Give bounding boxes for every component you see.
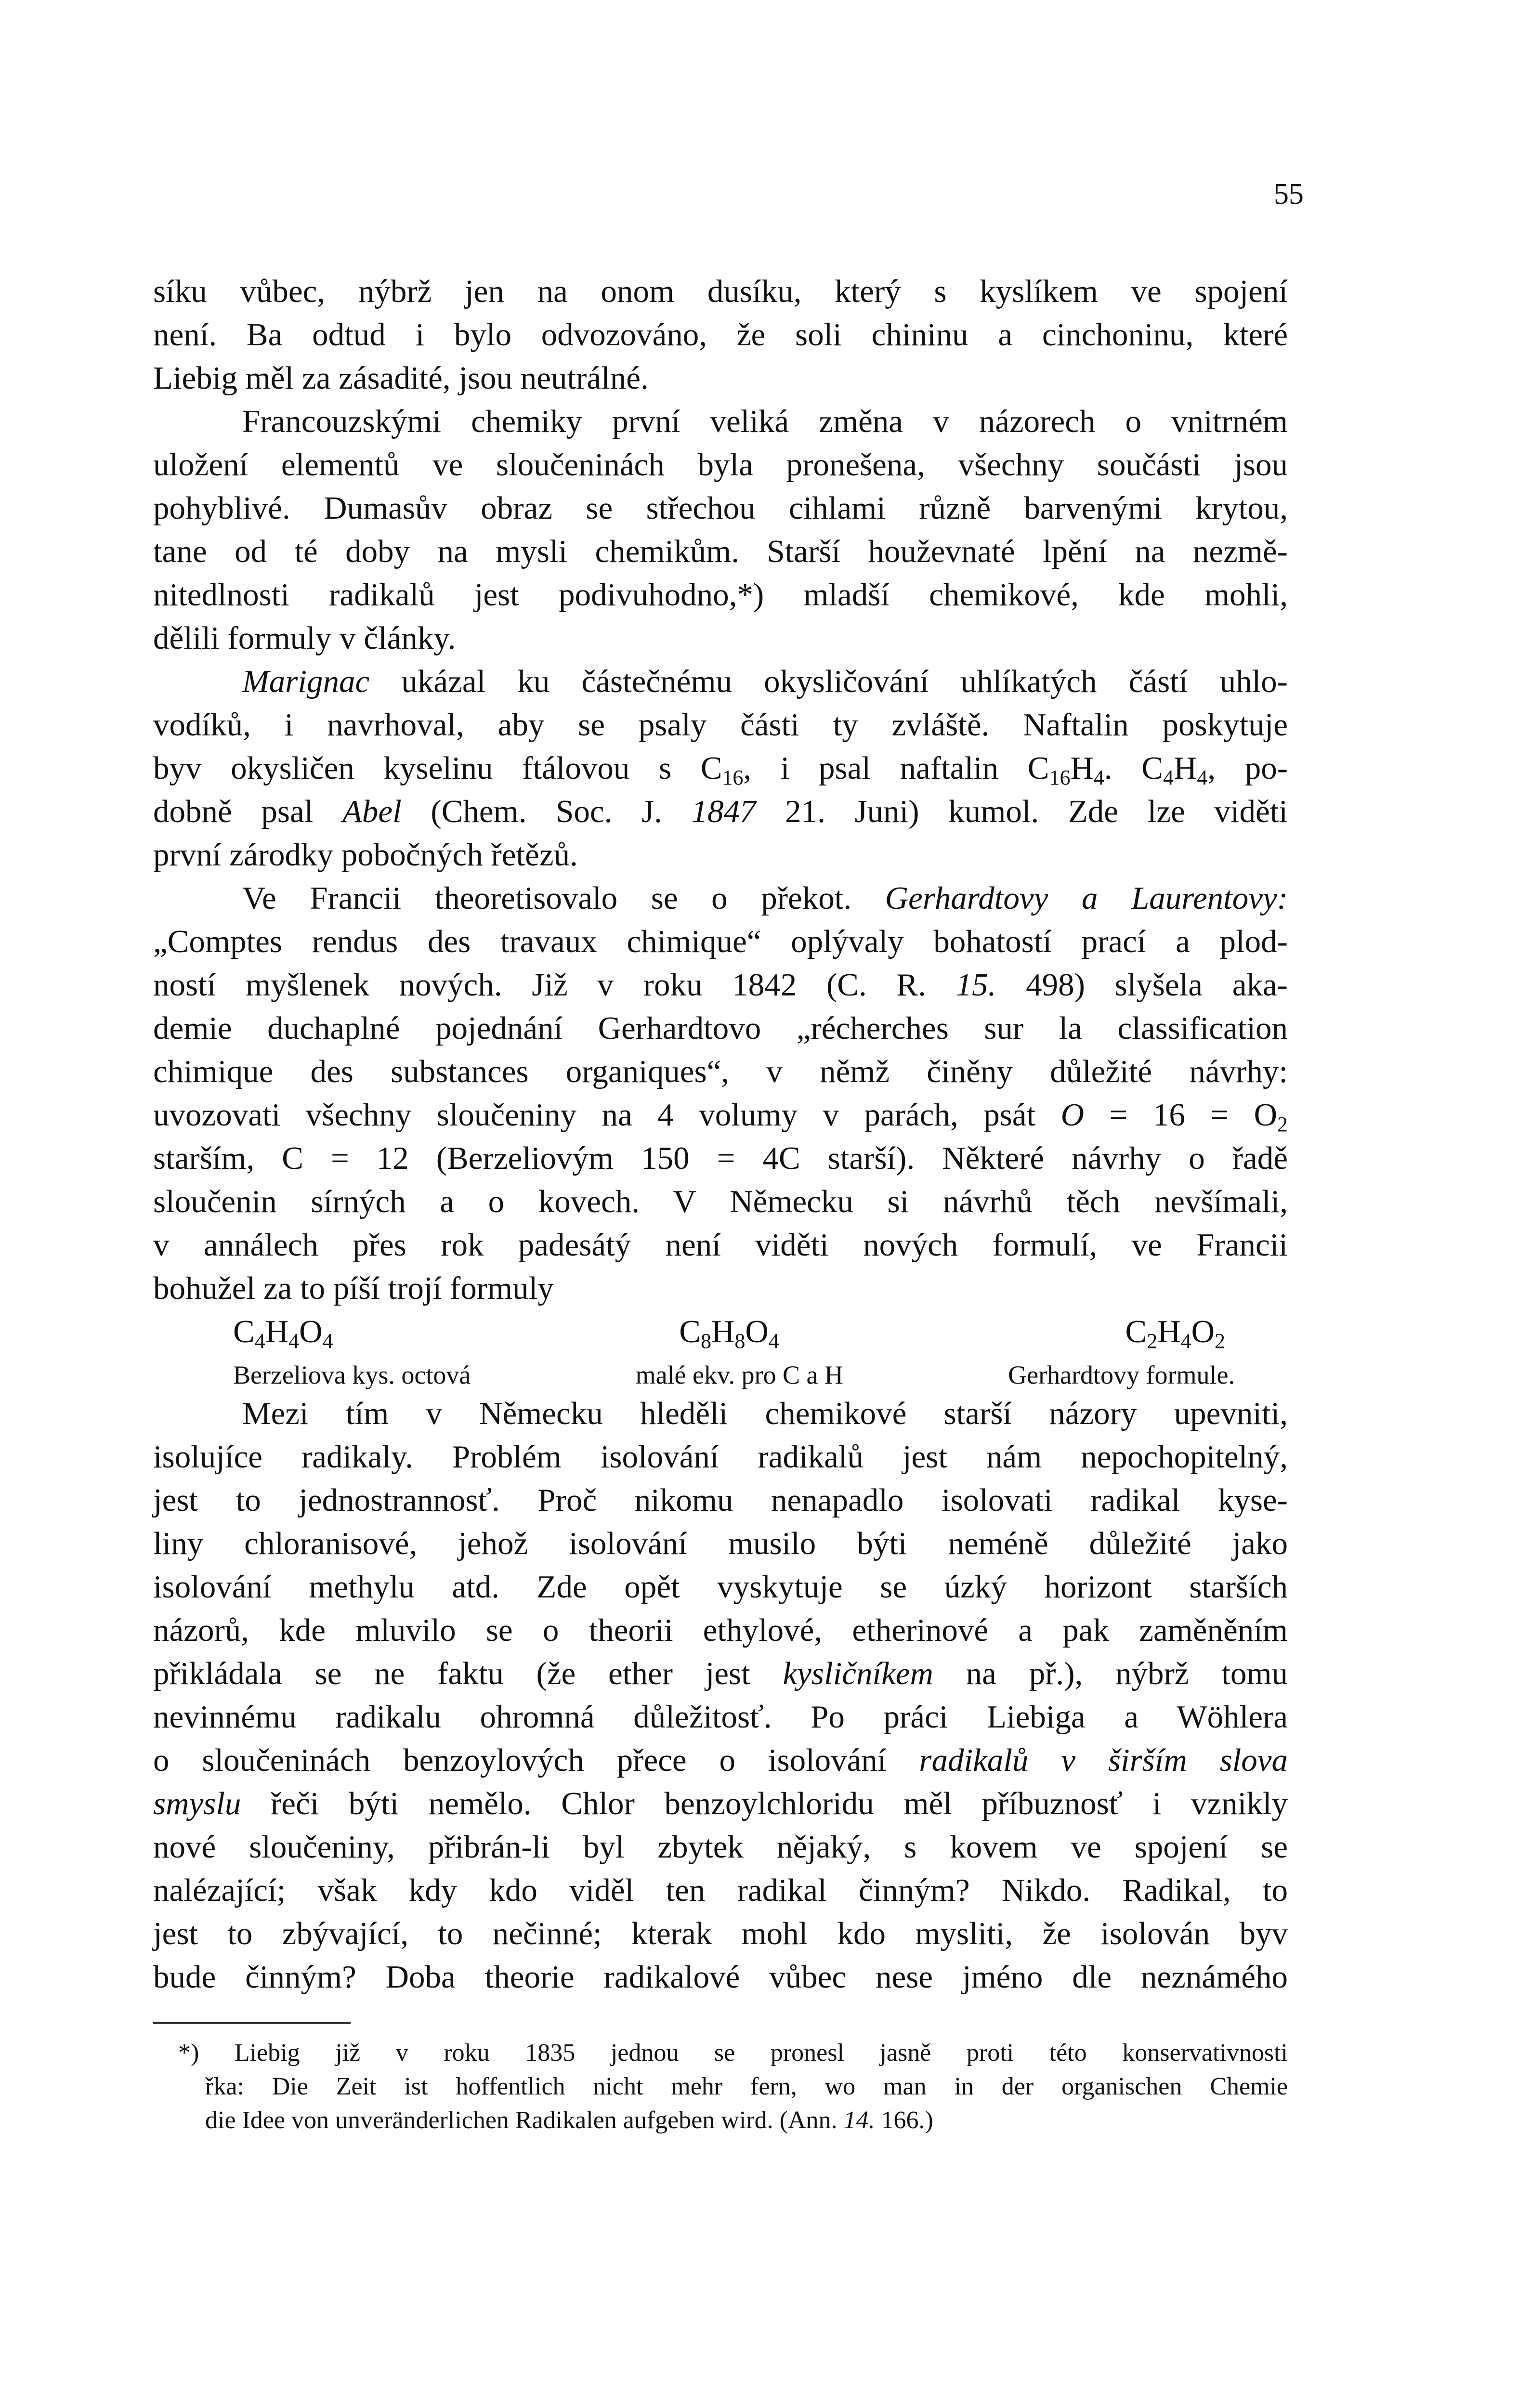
text-line: nevinnému radikalu ohromná důležitosť. Po práci Liebiga a Wöhlera <box>153 1699 1288 1735</box>
text-line: isolujíce radikaly. Problém isolování radikalů jest nám nepochopitelný, <box>153 1439 1288 1475</box>
text-line: dělili formuly v články. <box>153 620 456 656</box>
footnote-line: die Idee von unveränderlichen Radikalen aufgeben wird. (Ann. 14. 166.) <box>205 2107 933 2134</box>
page-number: 55 <box>1274 178 1304 210</box>
formula-berzelius: $C_4H_4O_4$ <box>233 1314 333 1353</box>
text-line: dobně psal Abel (Chem. Soc. J. 1847 21. Juni) kumol. Zde lze viděti <box>153 794 1288 829</box>
text-line: Marignac ukázal ku částečnému okysličování uhlíkatých částí uhlo- <box>242 664 1288 699</box>
footnote-line: *) Liebig již v roku 1835 jednou se pronesl jasně proti této konservativnosti <box>178 2039 1288 2067</box>
text-line: byv okysličen kyselinu ftálovou s $C_{16}$, i psal naftalin $C_{16}H_4$. $C_4H_4$, po- <box>153 750 1288 789</box>
formula-labels <box>153 1353 1288 1387</box>
text-line: sloučenin sírných a o kovech. V Německu si návrhů těch nevšímali, <box>153 1184 1288 1219</box>
formula-label: malé ekv. pro C a H <box>635 1361 843 1389</box>
text-line: o sloučeninách benzoylových přece o isolování radikalů v širším slova <box>153 1742 1288 1778</box>
text-line: názorů, kde mluvilo se o theorii ethylové, etherinové a pak zaměněním <box>153 1612 1288 1648</box>
text-line: nitedlnosti radikalů jest podivuhodno,*) mladší chemikové, kde mohli, <box>153 577 1288 613</box>
text-line: není. Ba odtud i bylo odvozováno, že soli chininu a cinchoninu, které <box>153 317 1288 353</box>
text-line: isolování methylu atd. Zde opět vyskytuje se úzký horizont starších <box>153 1569 1288 1605</box>
text-line: smyslu řeči býti nemělo. Chlor benzoylchloridu měl příbuznosť i vznikly <box>153 1786 1288 1821</box>
formula-small-equivalent: $C_8H_8O_4$ <box>679 1314 779 1353</box>
formula-label: Gerhardtovy formule. <box>1008 1361 1235 1389</box>
text-line: síku vůbec, nýbrž jen na onom dusíku, který s kyslíkem ve spojení <box>153 274 1288 309</box>
text-line: ností myšlenek nových. Již v roku 1842 (C. R. 15. 498) slyšela aka- <box>153 967 1288 1003</box>
footnote-divider <box>153 2022 351 2024</box>
text-line: Ve Francii theoretisovalo se o překot. Gerhardtovy a Laurentovy: <box>242 880 1288 916</box>
text-line: „Comptes rendus des travaux chimique“ oplývaly bohatostí prací a plod- <box>153 924 1288 959</box>
text-line: uvozovati všechny sloučeniny na 4 volumy v parách, psát $O = 16 = O_2$ <box>153 1097 1288 1136</box>
text-line: demie duchaplné pojednání Gerhardtovo „récherches sur la classification <box>153 1010 1288 1046</box>
body-text <box>153 270 1288 1999</box>
text-line: jest to zbývající, to nečinné; kterak mohl kdo mysliti, že isolován byv <box>153 1916 1288 1951</box>
text-line: nalézající; však kdy kdo viděl ten radikal činným? Nikdo. Radikal, to <box>153 1872 1288 1908</box>
footnote-line: řka: Die Zeit ist hoffentlich nicht mehr fern, wo man in der organischen Chemie <box>205 2073 1288 2100</box>
text-line: bohužel za to píší trojí formuly <box>153 1270 554 1306</box>
formula-gerhardt: $C_2H_4O_2$ <box>1125 1314 1225 1353</box>
text-line: vodíků, i navrhoval, aby se psaly části ty zvláště. Naftalin poskytuje <box>153 707 1288 743</box>
text-line: chimique des substances organiques“, v němž činěny důležité návrhy: <box>153 1054 1288 1089</box>
text-line: Mezi tím v Německu hleděli chemikové starší názory upevniti, <box>242 1396 1288 1431</box>
text-line: tane od té doby na mysli chemikům. Starší houževnaté lpění na nezmě- <box>153 534 1288 569</box>
author-name: Marignac <box>242 664 370 699</box>
text-line: jest to jednostrannosť. Proč nikomu nenapadlo isolovati radikal kyse- <box>153 1482 1288 1518</box>
footnote <box>178 2036 1288 2137</box>
text-line: uložení elementů ve sloučeninách byla pronešena, všechny součásti jsou <box>153 447 1288 483</box>
formula-row <box>153 1310 1288 1353</box>
text-line: Francouzskými chemiky první veliká změna v názorech o vnitrném <box>242 404 1288 439</box>
formula-label: Berzeliova kys. octová <box>233 1361 471 1389</box>
text-line: přikládala se ne faktu (že ether jest kysličníkem na př.), nýbrž tomu <box>153 1656 1288 1691</box>
text-line: pohyblivé. Dumasův obraz se střechou cihlami různě barvenými krytou, <box>153 490 1288 526</box>
text-line: Liebig měl za zásadité, jsou neutrálné. <box>153 360 649 396</box>
text-line: bude činným? Doba theorie radikalové vůbec nese jméno dle neznámého <box>153 1959 1288 1995</box>
text-line: v annálech přes rok padesátý není viděti nových formulí, ve Francii <box>153 1227 1288 1263</box>
text-line: starším, C = 12 (Berzeliovým 150 = 4C starší). Některé návrhy o řadě <box>153 1140 1288 1176</box>
text-line: nové sloučeniny, přibrán-li byl zbytek nějaký, s kovem ve spojení se <box>153 1829 1288 1865</box>
text-line: liny chloranisové, jehož isolování musilo býti neméně důležité jako <box>153 1526 1288 1561</box>
text-line: první zárodky pobočných řetězů. <box>153 837 578 873</box>
author-name: Abel <box>342 794 402 829</box>
